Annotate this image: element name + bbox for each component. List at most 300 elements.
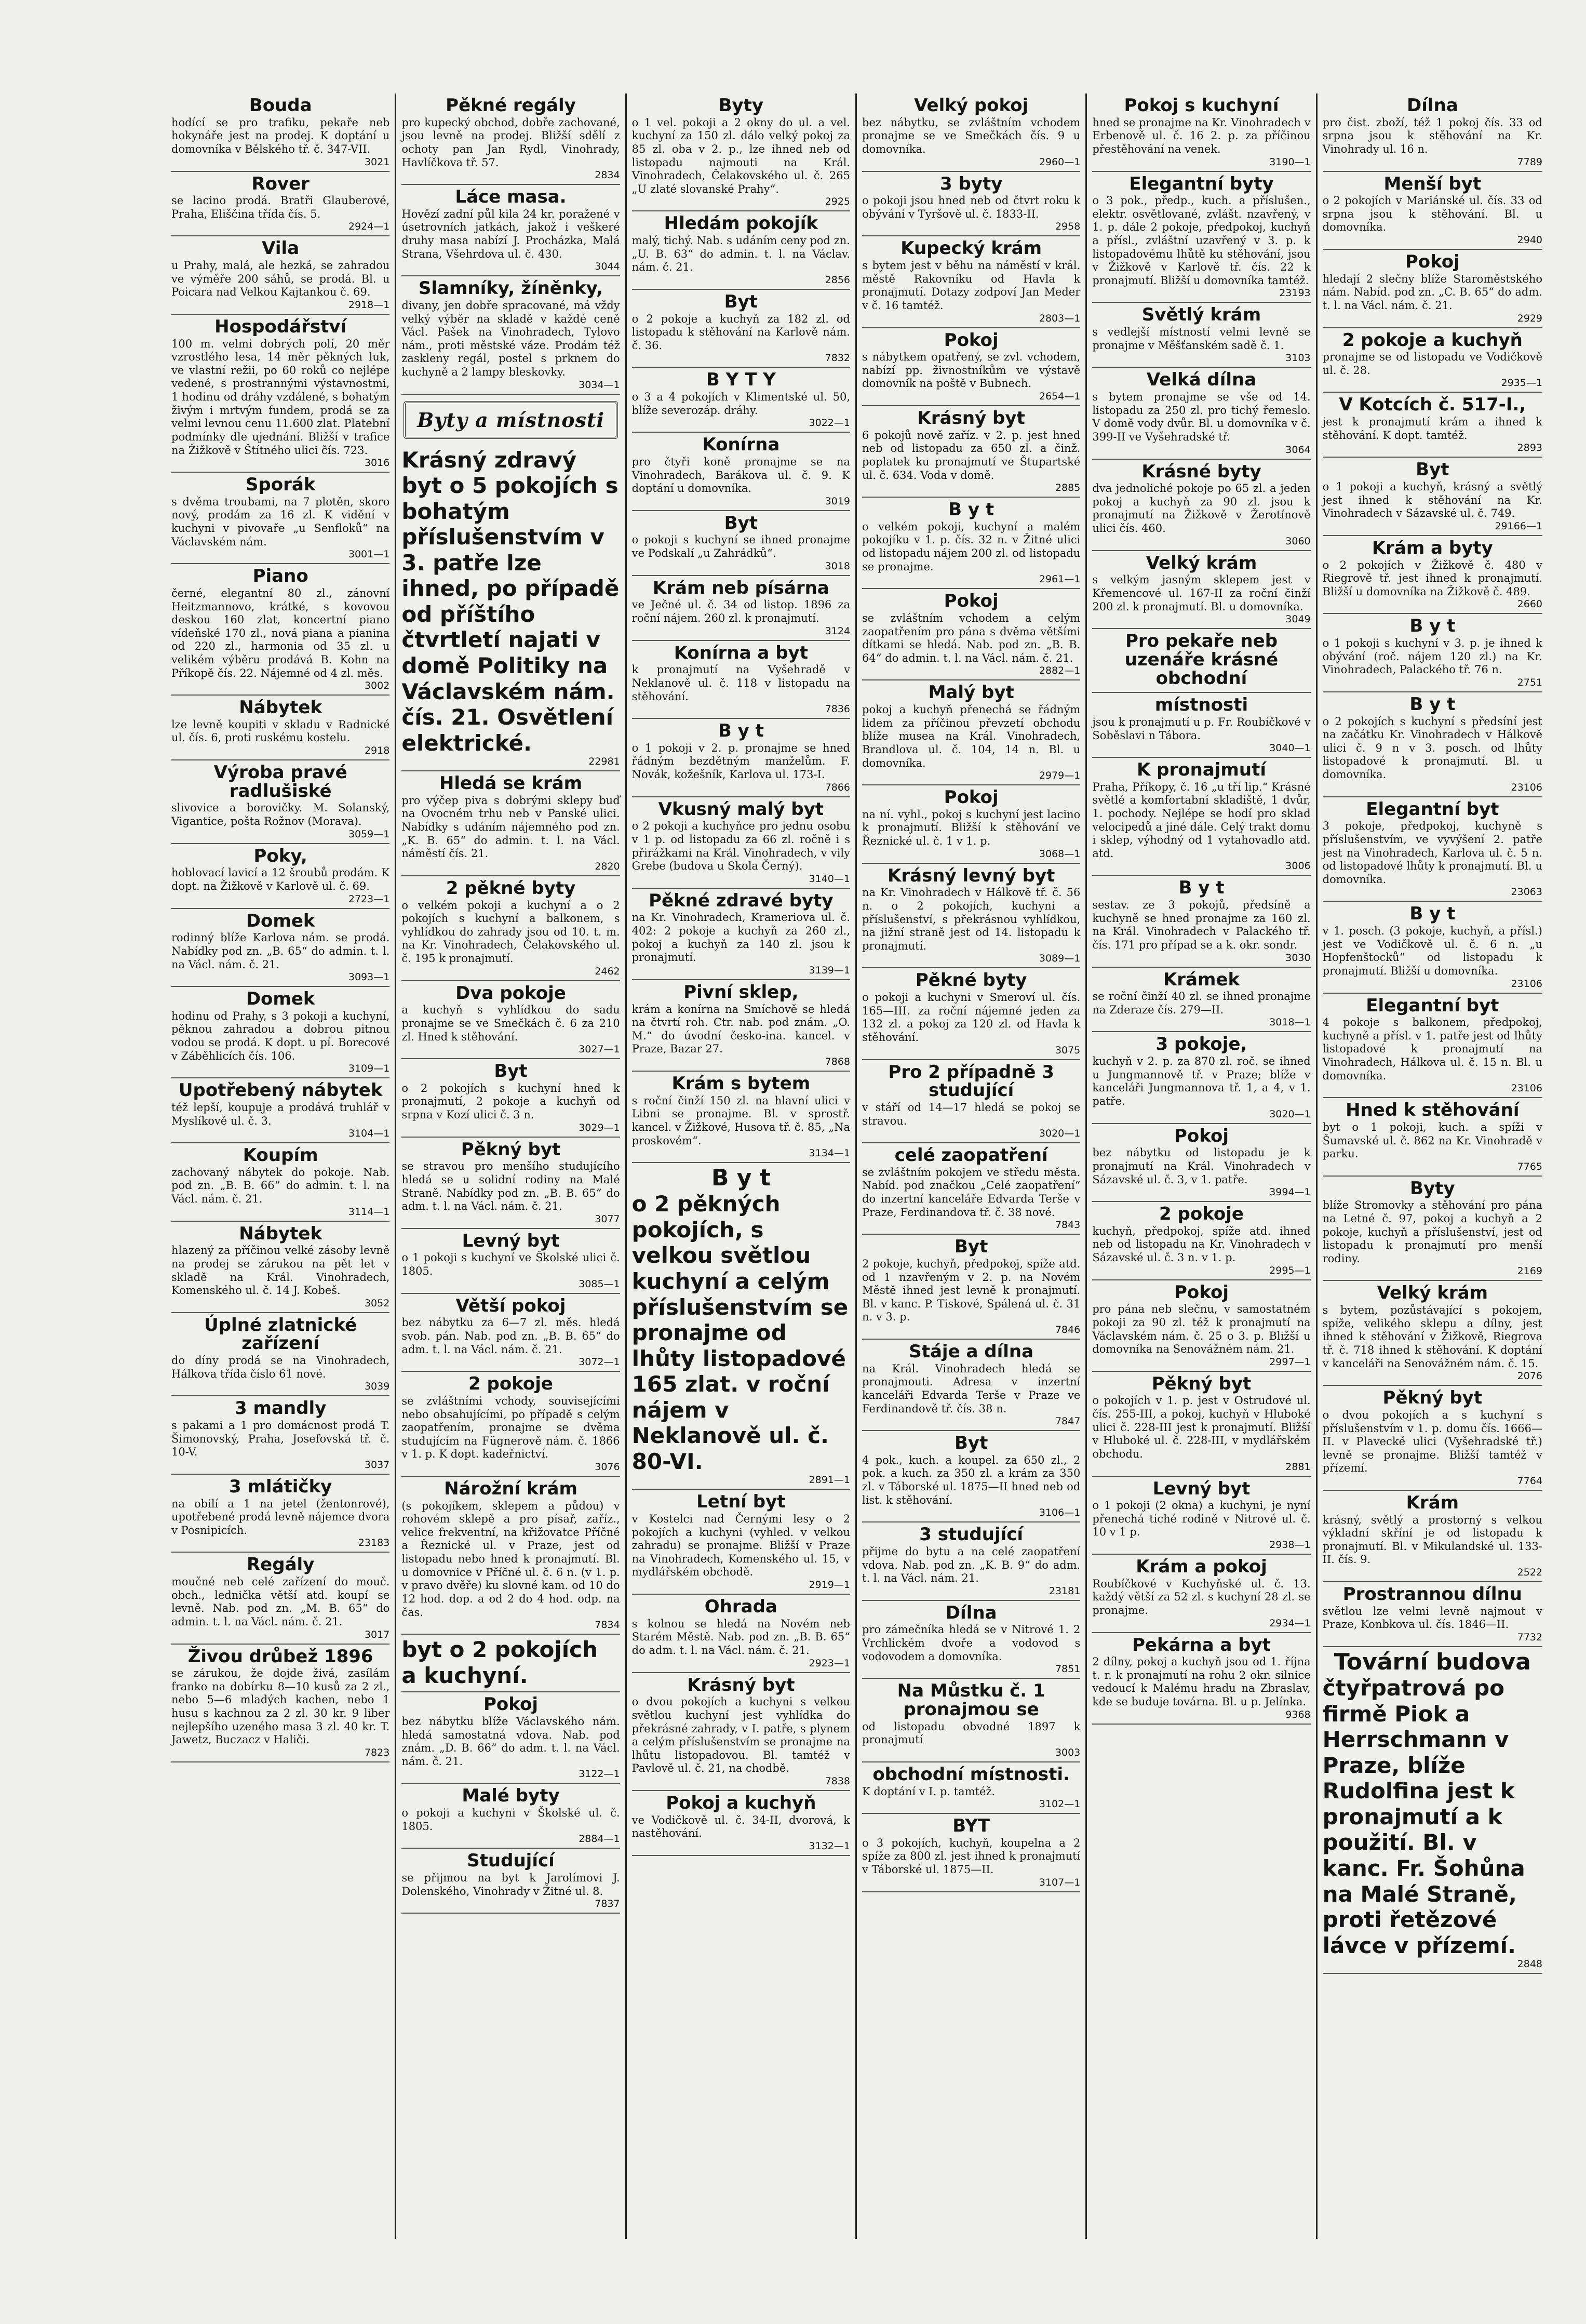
classified-ad [1323, 797, 1542, 902]
ad-body: 4 pok., kuch. a koupel. za 650 zl., 2 pok. a kuch. za 350 zl. a krám za 350 zl. v Táborské ul. 1875—II hned neb od list. k stěhování. [862, 1453, 1081, 1506]
classified-ad [401, 1784, 620, 1849]
ad-number: 2923—1 [809, 1657, 850, 1669]
ad-number: 2169 [1517, 1265, 1542, 1277]
ad-body: pro kupecký obchod, dobře zachované, jsou levně na prodej. Bližší sdělí z ochoty pan Jan Rydl, Vinohrady, Havlíčkova tř. 57. [401, 116, 620, 169]
ad-body: o 3 pokojích, kuchyň, koupelna a 2 spíže za 800 zl. jest ihned k pronajmutí v Táborské ul. 1875—II. [862, 1836, 1081, 1876]
classified-ad [1092, 876, 1310, 967]
ad-number: 7834 [595, 1619, 620, 1631]
ad-body: hodinu od Prahy, s 3 pokoji a kuchyní, pěknou zahradou a dobrou pitnou vodou se prodá. K dopt. u pí. Borecové v Záběhlicích čís. 106. [171, 1009, 390, 1062]
ad-number: 3021 [364, 156, 390, 168]
classified-ad [1092, 368, 1310, 459]
ad-body: 4 pokoje s balkonem, předpokoj, kuchyně a přísl. v 1. patře jest od lhůty listopadové k pronajmutí na Vinohradech, Hálkova ul. č. 15 n. Bl. u domovníka. [1322, 1016, 1542, 1082]
ad-number: 3029—1 [579, 1121, 620, 1133]
ad-headline: Regály [246, 1554, 315, 1575]
classified-ad [401, 981, 620, 1060]
ad-number: 3052 [364, 1297, 390, 1309]
ad-body: moučné neb celé zařízení do mouč. obch., lednička větší atd. koupí se levně. Nab. pod zn. „M. B. 65“ do admin. t. l. na Václ. nám. č. 21. [171, 1575, 390, 1628]
ad-body: lze levně koupiti v skladu v Radnické ul. čís. 6, proti ruskému kostelu. [171, 718, 390, 744]
classified-ad [632, 797, 850, 889]
classified-ad [171, 1396, 389, 1475]
ad-headline: Malý byt [928, 682, 1014, 703]
ad-number: 2929 [1517, 312, 1542, 324]
ad-headline: Krásný levný byt [887, 865, 1055, 886]
classified-ad [1092, 1280, 1310, 1372]
ad-number: 3037 [364, 1459, 390, 1471]
classified-ad [1323, 536, 1542, 615]
ad-headline: Levný byt [1152, 1478, 1251, 1499]
classified-ad [632, 1595, 850, 1673]
ad-headline: Bouda [249, 95, 312, 116]
ad-body: malý, tichý. Nab. s udáním ceny pod zn. „U. B. 63“ do admin. t. l. na Václav. nám. č. 21. [631, 234, 850, 274]
classified-ad [1092, 693, 1310, 758]
ad-number: 7832 [825, 352, 850, 364]
ad-number: 7836 [825, 703, 850, 715]
ad-body: pokoj a kuchyň přenechá se řádným lidem za příčinou převzetí obchodu blíže musea na Král. Vinohradech, Brandlova ul. č. 104, 14 n. Bl. u domovníka. [862, 703, 1081, 769]
ad-headline: Pěkný byt [1151, 1373, 1252, 1394]
classified-ad [171, 909, 389, 987]
ad-body: ve Vodičkově ul. č. 34-II, dvorová, k nastěhování. [631, 1813, 850, 1840]
ad-number: 3040—1 [1269, 742, 1311, 754]
ad-number: 2856 [825, 274, 850, 286]
section-banner: Byty a místnosti [404, 401, 617, 439]
ad-number: 3034—1 [579, 379, 620, 391]
ad-headline: Pěkný byt [1382, 1387, 1483, 1409]
ad-body: od listopadu obvodné 1897 k pronajmutí [862, 1720, 1081, 1746]
classified-ad [1323, 393, 1542, 458]
ad-body: bez nábytku, se zvláštním vchodem pronajme se ve Smečkách čís. 9 u domovníka. [862, 116, 1081, 155]
classified-ad [171, 236, 389, 315]
ad-number: 7764 [1517, 1475, 1542, 1487]
ad-body: 6 pokojů nově zaříz. v 2. p. jest hned neb od listopadu za 650 zl. a činž. poplatek ku pronajmutí ve Štupartské ul. č. 634. Voda v domě. [862, 429, 1081, 482]
ad-headline: celé zaopatření [894, 1145, 1048, 1166]
ad-headline: 3 byty [939, 173, 1003, 194]
ad-number: 2940 [1517, 234, 1542, 246]
ad-headline: V Kotcích č. 517-I., [1339, 394, 1526, 416]
ad-body: s roční činží 150 zl. na hlavní ulici v Libni se pronajme. Bl. v sprostř. kancel. v Žižkové, Husova tř. č. 85, „Na proskovém“. [631, 1094, 850, 1147]
ad-number: 3018—1 [1269, 1017, 1311, 1029]
ad-body: o 2 pokojích s kuchyní hned k pronajmutí, 2 pokoje a kuchyň od srpna v Kozí ulici č. 3 n. [401, 1081, 620, 1121]
ad-headline: Poky, [253, 845, 307, 866]
classified-ad [1323, 1582, 1542, 1647]
classified-ad [862, 1060, 1080, 1144]
ad-headline: B y t [1409, 903, 1456, 925]
ad-number: 2935—1 [1501, 377, 1542, 389]
ad-headline: obchodní místnosti. [872, 1764, 1070, 1785]
ad-headline: B y t [718, 720, 764, 742]
classified-ad [862, 1235, 1080, 1340]
classified-ad [632, 1490, 850, 1595]
ad-headline: Byt [954, 1236, 988, 1258]
ad-headline: Krásné byty [1141, 461, 1261, 482]
ad-number: 3106—1 [1039, 1507, 1081, 1519]
ad-number: 2893 [1517, 442, 1542, 454]
ad-number: 7866 [825, 781, 850, 793]
ad-headline: Vila [262, 238, 300, 259]
classified-ad [1092, 968, 1310, 1033]
classified-ad [632, 1072, 850, 1163]
ad-number: 3002 [364, 680, 390, 692]
ad-number: 7847 [1055, 1415, 1081, 1427]
ad-number: 7789 [1517, 156, 1542, 168]
ad-body: o pokoji a kuchyni v Smeroví ul. čís. 165—III. za roční nájemné jeden za 132 zl. a pokoj za 120 zl. od Havla k stěhování. [862, 991, 1081, 1044]
ad-number: 23106 [1511, 781, 1542, 793]
ad-headline: Pěkný byt [461, 1139, 561, 1160]
classified-ad [862, 589, 1080, 680]
ad-headline: Pokoj [944, 591, 999, 612]
ad-body: ve Ječné ul. č. 34 od listop. 1896 za roční nájem. 260 zl. k pronajmutí. [631, 598, 850, 624]
ad-body: kuchyň, předpokoj, spíže atd. ihned neb od listopadu na Kr. Vinohradech v Sázavské ul. č. 3 n. v 1. p. [1092, 1224, 1311, 1264]
ad-number: 2960—1 [1039, 156, 1081, 168]
classified-ad [401, 276, 620, 394]
ad-number: 2934—1 [1269, 1617, 1311, 1629]
classified-ad [171, 1645, 389, 1762]
ad-number: 3085—1 [579, 1278, 620, 1290]
ad-body: se lacino prodá. Bratři Glauberové, Praha, Eliščina třída čís. 5. [171, 194, 390, 220]
classified-ad [401, 1059, 620, 1138]
ad-number: 2834 [595, 169, 620, 181]
ad-headline: Letní byt [696, 1491, 786, 1513]
classified-ad [1092, 551, 1310, 630]
ad-headline: Krámek [1163, 969, 1240, 990]
classified-ad [171, 1222, 389, 1313]
classified-ad [401, 1294, 620, 1372]
ad-headline: Světlý krám [1141, 304, 1261, 326]
ad-headline: Dílna [945, 1602, 997, 1623]
classified-ad [171, 760, 389, 844]
ad-number: 2881 [1285, 1461, 1311, 1473]
classified-ad [1092, 1372, 1310, 1477]
ad-headline: Byt [1416, 459, 1449, 480]
ad-number: 9368 [1285, 1708, 1311, 1720]
ad-number: 3103 [1285, 352, 1311, 364]
ad-body: K doptání v I. p. tamtéž. [862, 1785, 996, 1798]
ad-body: Praha, Příkopy, č. 16 „u tří lip.“ Krásné světlé a komfortabní skladiště, 1 dvůr, 1. pochody. Nejlépe se hodí pro sklad velocipedů a jiné dále. Celý trakt domu i sklep, výhodný od 1 vytahovadlo atd. atd. [1092, 780, 1311, 860]
classified-ad [1092, 1124, 1310, 1203]
classified-ad [862, 1522, 1080, 1601]
classified-ad [171, 696, 389, 760]
ad-headline: Pokoj [944, 329, 999, 351]
classified-ad [1323, 1386, 1542, 1491]
classified-ad [862, 1431, 1080, 1522]
ad-headline: Pro 2 případně 3 studující [888, 1061, 1054, 1101]
ad-number: 3020—1 [1039, 1128, 1081, 1140]
classified-ad [401, 1635, 620, 1692]
ad-headline: Dílna [1406, 95, 1458, 116]
ad-headline: Krám s bytem [671, 1073, 811, 1094]
ad-headline: 3 mlátičky [229, 1476, 332, 1497]
ad-body: o pokoji jsou hned neb od čtvrt roku k obývání v Tyršově ul. č. 1833-II. [862, 194, 1081, 220]
ad-body: o 2 pokojích v Mariánské ul. čís. 33 od srpna jsou k stěhování. Bl. u domovníka. [1322, 194, 1542, 234]
ad-headline: Velká dílna [1146, 369, 1257, 391]
ad-body: o 1 pokoji s kuchyní v 3. p. je ihned k obývání (roč. nájem 120 zl.) na Kr. Vinohradech, Palackého tř. 76 n. [1322, 637, 1542, 676]
ad-number: 3006 [1285, 860, 1311, 872]
ad-number: 2919—1 [809, 1579, 850, 1591]
ad-body: zachovaný nábytek do pokoje. Nab. pod zn. „B. B. 66“ do admin. t. l. na Václ. nám. č. 21. [171, 1166, 390, 1206]
classified-ad [401, 1229, 620, 1294]
ad-body: čtyřpatrová po firmě Piok a Herrschmann v Praze, blíže Rudolfina jest k pronajmutí a k použití. Bl. v kanc. Fr. Šohůna na Malé Straně, proti řetězové lávce v přízemí. [1322, 1675, 1525, 1958]
ad-headline: Pokoj [944, 787, 999, 808]
classified-ad [632, 368, 850, 433]
ad-headline: Hledám pokojík [664, 213, 818, 234]
ad-headline: Hospodářství [214, 316, 347, 337]
ad-body: byt o 2 pokojích a kuchyní. [401, 1637, 598, 1688]
ad-body: o pokojích v 1. p. jest v Ostrudové ul. čís. 255-III, a pokoj, kuchyň v Hluboké ulici č. 228-III jest k pronajmutí. Bližší v Hluboké ul. č. 228-III, v mydlářském obchodu. [1092, 1394, 1311, 1460]
ad-body: o 1 vel. pokoji a 2 okny do ul. a vel. kuchyní za 150 zl. dálo velký pokoj za 85 zl. oba v 2. p., lze ihned neb od listopadu najmouti na Král. Vinohradech, Čelakovského ul. č. 265 „U zlaté slovanské Prahy“. [631, 116, 850, 195]
ad-headline: Konírna a byt [674, 642, 808, 663]
ad-number: 3190—1 [1269, 156, 1311, 168]
ad-headline: Větší pokoj [455, 1295, 566, 1316]
ad-number: 3109—1 [348, 1063, 390, 1075]
ad-body: na ní. vyhl., pokoj s kuchyní jest lacino k pronajmutí. Bližší k stěhování ve Řeznické ul. č. 1 v 1. p. [862, 808, 1081, 848]
ad-body: pro čist. zboží, též 1 pokoj čís. 33 od srpna jsou k stěhování na Kr. Vinohrady ul. 16 n. [1322, 116, 1542, 155]
ad-headline: Živou drůbež 1896 [187, 1646, 373, 1667]
ad-body: Krásný zdravý byt o 5 pokojích s bohatým příslušenstvím v 3. patře lze ihned, po případě od příštího čtvrtletí najati v domě Politiky na Václavském nám. čís. 21. Osvětlení elektrické. [401, 447, 620, 756]
ad-headline: Krásný byt [687, 1674, 795, 1695]
classified-ad [401, 185, 620, 276]
classified-ad [862, 1340, 1080, 1431]
ad-number: 2654—1 [1039, 391, 1081, 403]
ad-headline: K pronajmutí [1136, 759, 1266, 781]
ad-body: hodící se pro trafiku, pekaře neb hokynáře jest na prodej. K doptání u domovníka v Bělského tř. č. 347-VII. [171, 116, 390, 155]
ad-body: hoblovací lavicí a 12 šroubů prodám. K dopt. na Žižkově v Karlově ul. č. 69. [171, 866, 390, 892]
classified-ad [401, 876, 620, 981]
ad-headline: Pokoj [1174, 1281, 1229, 1303]
classified-ad [401, 1692, 620, 1784]
ad-number: 7838 [825, 1775, 850, 1787]
ad-headline: Byt [724, 512, 758, 533]
classified-ad [171, 315, 389, 473]
ad-column [627, 94, 857, 2239]
ad-number: 2884—1 [579, 1833, 620, 1845]
classified-ad [1092, 303, 1310, 368]
classified-ad [1323, 1491, 1542, 1582]
ad-number: 2961—1 [1039, 573, 1081, 585]
ad-headline: Krám a byty [1372, 537, 1493, 558]
ad-body: u Prahy, malá, ale hezká, se zahradou ve výměře 200 sáhů, se prodá. Bl. u Poicara nad Velkou Kajtankou č. 69. [171, 259, 390, 299]
ad-body: též lepší, koupuje a prodává truhlář v Myslíkově ul. č. 3. [171, 1101, 390, 1127]
ad-body: 2 dílny, pokoj a kuchyň jsou od 1. října t. r. k pronajmutí na rohu 2 okr. silnice vedoucí k Malému hradu na Zbraslav, kde se buduje továrna. Bl. u p. Jelínka. [1092, 1655, 1311, 1708]
ad-body: o 1 pokoji s kuchyní ve Školské ulici č. 1805. [401, 1251, 620, 1278]
classified-ad [632, 1673, 850, 1791]
ad-headline: Piano [252, 566, 308, 587]
ad-body: pro zámečníka hledá se v Nitrové 1. 2 Vrchlickém dvoře a vodovod s vodovodem a domovníka. [862, 1623, 1081, 1663]
ad-number: 3072—1 [579, 1356, 620, 1368]
ad-body: kuchyň v 2. p. za 870 zl. roč. se ihned u Jungmannově tř. v Praze; blíže v kanceláři Jungmannova tř. 1, a 4, v 1. patře. [1092, 1055, 1311, 1107]
ad-body: na Kr. Vinohradech, Krameriova ul. č. 402: 2 pokoje a kuchyň za 260 zl., pokoj a kuchyň za 140 zl. jsou k pronajmutí. [631, 911, 850, 964]
ad-column [396, 94, 626, 2239]
ad-headline: Pokoj [1174, 1125, 1229, 1146]
ad-body: jest k pronajmutí krám a ihned k stěhování. K dopt. tamtéž. [1322, 416, 1542, 442]
ad-headline: Pro pekaře neb uzenáře krásné obchodní [1124, 631, 1279, 689]
ad-body: na Král. Vinohradech hledá se pronajmouti. Adresa v inzertní kanceláři Edvarda Terše v Praze ve Ferdinandově tř. čís. 38 n. [862, 1362, 1081, 1415]
ad-body: dva jednoliché pokoje po 65 zl. a jeden pokoj a kuchyň za 90 zl. jsou k pronajmutí na Žižkově v Žerotínově ulici čís. 460. [1092, 482, 1311, 535]
ad-headline: Konírna [702, 434, 780, 456]
ad-body: bez nábytku za 6—7 zl. měs. hledá svob. pán. Nab. pod zn. „B. B. 65“ do adm. t. l. na Václ. nám. č. 21. [401, 1316, 620, 1356]
ad-body: o 2 pokojích s kuchyní s předsíní jest na začátku Kr. Vinohradech v Hálkově ulici č. 9 n v 3. posch. od lhůty listopadové k pronajmutí. Bl. u domovníka. [1322, 715, 1542, 781]
ad-headline: Na Můstku č. 1 pronajmou se [897, 1680, 1045, 1720]
ad-body: s dvěma troubami, na 7 plotěn, skoro nový, prodám za 16 zl. K vidění v kuchyni v pivovaře „u Senfloků“ na Václavském nám. [171, 495, 390, 548]
ad-body: jsou k pronajmutí u p. Fr. Roubíčkové v Soběslavi n Tábora. [1092, 715, 1311, 742]
classified-ad [632, 211, 850, 290]
ad-number: 7823 [364, 1746, 390, 1758]
ad-number: 3075 [1055, 1044, 1081, 1056]
ad-number: 2925 [825, 196, 850, 208]
ad-headline: 2 pokoje [468, 1373, 553, 1395]
classified-ad [632, 576, 850, 641]
ad-body: o 1 pokoji v 2. p. pronajme se hned řádným bezdětným manželům. F. Novák, kožešník, Karlova ul. 173-I. [631, 741, 850, 781]
classified-ad [632, 889, 850, 980]
ad-number: 23181 [1049, 1585, 1081, 1597]
ad-body: hledají 2 slečny blíže Staroměstského nám. Nabíd. pod zn. „C. B. 65“ do adm. t. l. na Václ. nám. č. 21. [1322, 272, 1542, 312]
ad-number: 7843 [1055, 1219, 1081, 1231]
ad-body: pro čtyři koně pronajme se na Vinohradech, Barákova ul. č. 9. K doptání u domovníka. [631, 455, 850, 495]
ad-headline: B y t [1178, 877, 1225, 899]
ad-headline: Nábytek [239, 697, 322, 718]
ad-headline: Koupím [243, 1145, 318, 1166]
ad-number: 3140—1 [809, 873, 850, 885]
classified-ad [1323, 692, 1542, 797]
classified-ad [862, 1762, 1080, 1814]
ad-body: krám a konírna na Smíchově se hledá na čtvrtí roh. Ctr. nab. pod znám. „O. M.“ do úvodní česko-ina. kancel. v Praze, Bazar 27. [631, 1003, 850, 1056]
ad-headline: Byt [954, 1433, 988, 1454]
ad-body: se přijmou na byt k Jarolímovi J. Dolenského, Vinohrady v Žitné ul. 8. [401, 1871, 620, 1898]
ad-number: 3027—1 [579, 1044, 620, 1056]
ad-body: přijme do bytu a na celé zaopatření vdova. Nab. pod zn. „K. B. 9“ do adm. t. l. na Václ. nám. 21. [862, 1545, 1081, 1585]
ad-headline: Elegantní byt [1366, 798, 1499, 820]
classified-ad [171, 1143, 389, 1222]
classified-ad [1323, 902, 1542, 993]
ad-number: 3107—1 [1039, 1876, 1081, 1888]
ad-headline: Hledá se krám [439, 773, 583, 794]
ad-body: s nábytkem opatřený, se zvl. vchodem, nabízí pp. živnostníkům ve výstavě domovník na poště v Bubnech. [862, 351, 1081, 390]
ad-body: se zárukou, že dojde živá, zasílám franko na dobírku 8—10 kusů za 2 zl., nebo 5—6 mladých kachen, nebo 1 husu s kachnou za 2 zl. 30 kr. 9 liber nejlepšího uzeného masa 3 zl. 40 kr. T. Jawetz, Buczacz v Haliči. [171, 1667, 390, 1746]
classified-ad [1323, 1647, 1542, 1974]
ad-body: o 3 pok., předp., kuch. a příslušen., elektr. osvětlované, zvlášt. nzavřený, v 1. p. dále 2 pokoje, předpokoj, kuchyň a přísl., zvláštní uzavřený v 3. p. k listopadovému lhůtě ku stěhování, jsou v Žižkově v Karlově tř. čís. 22 k pronajmutí. Bližší u domovníka tamtéž. [1092, 194, 1311, 287]
ad-number: 3102—1 [1039, 1798, 1081, 1810]
ad-headline: 2 pěkné byty [446, 877, 576, 899]
ad-headline: Studující [467, 1850, 555, 1872]
ad-number: 3022—1 [809, 417, 850, 429]
ad-headline: Upotřebený nábytek [178, 1080, 383, 1101]
classified-ad [862, 1143, 1080, 1235]
ad-number: 3139—1 [809, 964, 850, 976]
ad-headline: Pěkné regály [446, 95, 576, 116]
ad-number: 7868 [825, 1056, 850, 1068]
ad-body: o 2 pokoje a kuchyň za 182 zl. od listopadu k stěhování na Karlově nám. č. 36. [631, 312, 850, 352]
ad-headline: Nárožní krám [444, 1478, 577, 1499]
ad-headline: Krám neb písárna [652, 577, 829, 598]
ad-number: 2076 [1517, 1370, 1542, 1382]
ad-body: o pokoji a kuchyni v Školské ul. č. 1805. [401, 1807, 620, 1833]
ad-column [1318, 94, 1548, 2239]
ad-headline: Dva pokoje [455, 982, 566, 1004]
classified-ad [1323, 1177, 1542, 1281]
classified-ad [862, 1601, 1080, 1679]
ad-headline: 2 pokoje [1159, 1204, 1244, 1225]
ad-body: světlou lze velmi levně najmout v Praze, Konbkova ul. čís. 1846—II. [1322, 1605, 1542, 1631]
ad-number: 3060 [1285, 535, 1311, 547]
ad-number: 29166—1 [1495, 520, 1542, 532]
ad-body: o pokoji s kuchyní se ihned pronajme ve Podskalí „u Zahrádků“. [631, 533, 850, 560]
ad-headline: Rover [251, 173, 310, 194]
ad-headline: Velký pokoj [914, 95, 1029, 116]
ad-number: 3089—1 [1039, 953, 1081, 965]
ad-headline: Levný byt [462, 1230, 560, 1251]
ad-body: 2 pokoje, kuchyň, předpokoj, spíže atd. od 1 nzavřeným v 2. p. na Novém Městě ihned jest levně k pronajmutí. Bl. v kanc. P. Tiskové, Spálená ul. č. 31 n. v 3. p. [862, 1257, 1081, 1324]
ad-headline: Slamníky, žíněnky, [418, 278, 603, 299]
ad-headline: Krám a pokoj [1136, 1556, 1267, 1578]
ad-number: 23106 [1511, 1083, 1542, 1094]
ad-headline: Krám [1406, 1492, 1459, 1513]
classified-ad [401, 445, 620, 772]
ad-number: 2751 [1517, 676, 1542, 688]
ad-body: s bytem pronajme se vše od 14. listopadu za 250 zl. pro tichý řemeslo. V domě vody dvůr. Bl. u domovníka v č. 399-II ve Vyšehradské tř. [1092, 391, 1311, 443]
classified-ad [1092, 1555, 1310, 1633]
classified-ad [632, 290, 850, 368]
classified-ad [1092, 1633, 1310, 1725]
ad-number: 3076 [595, 1461, 620, 1473]
classified-ad [1323, 172, 1542, 250]
classified-ad [171, 1313, 389, 1397]
ad-body: sestav. ze 3 pokojů, předsíně a kuchyně se hned pronajme za 160 zl. na Král. Vinohradech v Palackého tř. čís. 171 pro případ se a k. okr. sondr. [1092, 899, 1311, 951]
ad-number: 2723—1 [348, 893, 390, 905]
ad-number: 3134—1 [809, 1147, 850, 1159]
ad-number: 3077 [595, 1213, 620, 1225]
classified-ad [632, 641, 850, 719]
classified-ad [171, 94, 389, 172]
ad-body: (s pokojíkem, sklepem a půdou) v rohovém sklepě a pro písař, zaříz., velice frekventní, na křižovatce Příčné a Řeznické ul. v Praze, jest od listopadu nebo hned k pronajmutí. Bl. u domovnice v Příčné ul. č. 6 n. (v 1. p. v pravo dvěře) ku slovné kam. od 10 do 12 hod. dop. a od 2 do 4 hod. odp. na čas. [401, 1499, 620, 1619]
ad-number: 3020—1 [1269, 1108, 1311, 1120]
ad-body: se zvláštním vchodem a celým zaopatřením pro pána s dvěma většími dítkami se hledá. Nab. pod zn. „B. B. 64“ do admin. t. l. na Václ. nám. č. 21. [862, 612, 1081, 664]
ad-number: 3068—1 [1039, 848, 1081, 860]
classified-ad [1092, 1202, 1310, 1280]
ad-headline: Domek [246, 910, 315, 931]
classified-ad [862, 328, 1080, 407]
ad-number: 2995—1 [1269, 1264, 1311, 1276]
ad-number: 2938—1 [1269, 1539, 1311, 1551]
ad-headline: B y t [1409, 693, 1456, 715]
ad-headline: Byt [724, 291, 758, 312]
ad-body: o dvou pokojích a kuchyni s velkou světlou kuchyní jest vyhlídka do překrásné zahrady, v I. patře, s plynem a celým příslušenstvím se pronajme na lhůtu listopadovou. Bl. tamtéž v Pavlově ul. č. 21, na chodbě. [631, 1695, 850, 1775]
classified-ad [632, 980, 850, 1072]
ad-headline: Ohrada [704, 1596, 777, 1618]
classified-ad [862, 406, 1080, 498]
classified-ad [1323, 994, 1542, 1099]
classified-ad [1323, 328, 1542, 393]
ad-number: 3132—1 [809, 1840, 850, 1852]
classified-ad [171, 987, 389, 1078]
ad-body: blíže Stromovky a stěhování pro pána na Letné č. 97, pokoj a kuchyň a 2 pokoje, kuchyň a příslušenství, jest od listopadu k pronajmutí pro menší rodiny. [1322, 1199, 1542, 1265]
ad-body: pro pána neb slečnu, v samostatném pokoji za 90 zl. též k pronajmutí na Václavském nám. č. 25 o 3. p. Bližší u domovníka na Senovážném nám. 21. [1092, 1303, 1311, 1356]
classified-ad [401, 1477, 620, 1635]
ad-number: 3017 [364, 1628, 390, 1640]
classified-ad [632, 433, 850, 511]
ad-body: se zvláštním pokojem ve středu města. Nabíd. pod značkou „Celé zaopatření“ do inzertní kanceláře Edvarda Terše v Praze, Ferdinandova tř. č. 38 nové. [862, 1166, 1081, 1219]
classified-ad [171, 844, 389, 909]
ad-number: 2924—1 [348, 221, 390, 233]
ad-headline: Pokoj s kuchyní [1124, 95, 1279, 116]
ad-body: se stravou pro menšího studujícího hledá se u solidní rodiny na Malé Straně. Nabídky pod zn. „B. B. 65“ do adm. t. l. na Václ. nám. č. 21. [401, 1160, 620, 1213]
ad-headline: B y t [1409, 616, 1456, 637]
ad-headline: BYT [952, 1815, 990, 1837]
ad-body: s pakami a 1 pro domácnost prodá T. Šimonovský, Praha, Josefovská tř. č. 10-V. [171, 1419, 390, 1459]
classified-ad [632, 511, 850, 576]
ad-headline: B Y T Y [706, 369, 776, 391]
classified-ad [171, 473, 389, 564]
ad-body: pro výčep piva s dobrými sklepy buď na Ovocném trhu neb v Panské ulici. Nabídky s udáním nájemného pod zn. „K. B. 65“ do admin. t. l. na Václ. náměstí čís. 21. [401, 794, 620, 860]
ad-headline: Sporák [245, 474, 316, 496]
classified-ad [862, 236, 1080, 328]
